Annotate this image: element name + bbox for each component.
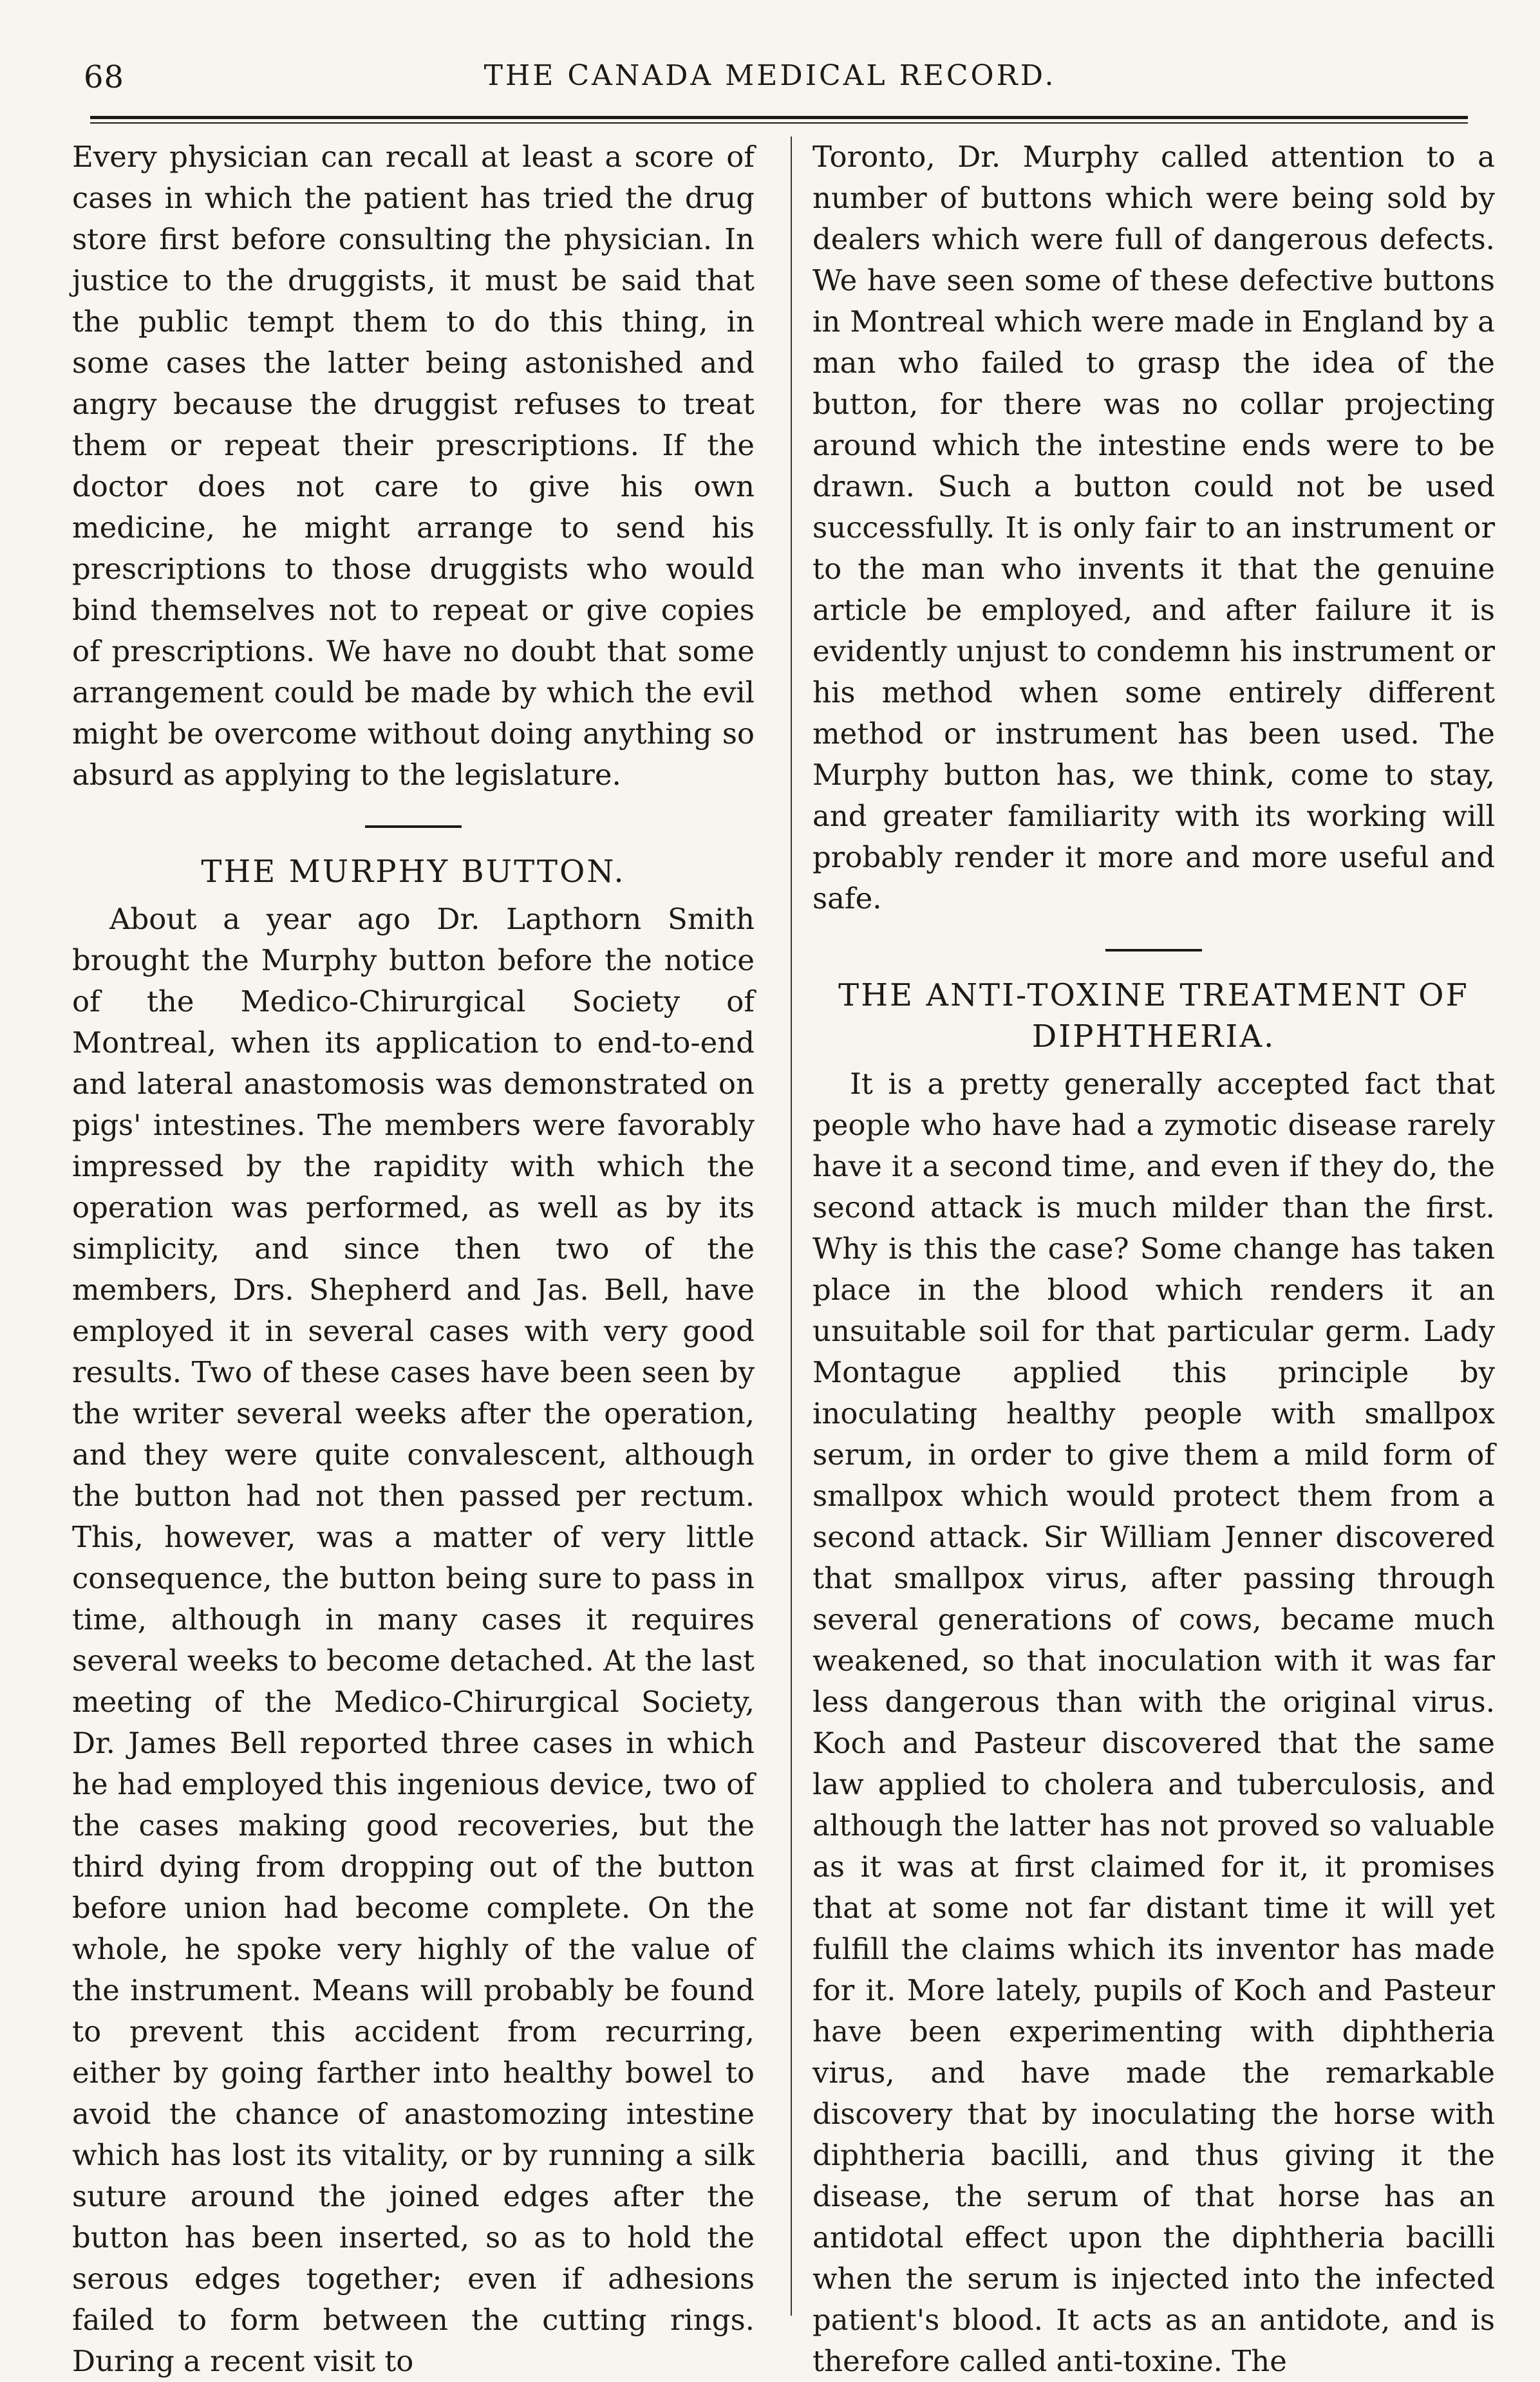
section-divider xyxy=(1105,949,1202,952)
article-paragraph: It is a pretty generally accepted fact that people who have had a zymotic disease rarely have it a second time, and even if they do, the second attack is much milder than the first. Why is this the case? Some change has taken place in the blood which renders it an unsuitable soil for that particular germ. Lady Montague applied this principle by inoculating healthy people with smallpox serum, in order to give them a mild form of smallpox which would protect them from a second attack. Sir William Jenner discovered that smallpox virus, after passing through several generations of cows, became much weakened, so that inoculation with it was far less dangerous than with the original virus. Koch and Pasteur discovered that the same law applied to cholera and tuberculosis, and although the latter has not proved so valuable as it was at first claimed for it, it promises that at some not far distant time it will yet fulfill the claims which its inventor has made for it. More lately, pupils of Koch and Pasteur have been experimenting with diphtheria virus, and have made the remarkable discovery that by inoculating the horse with diphtheria bacilli, and thus giving it the disease, the serum of that horse has an antidotal effect upon the diphtheria bacilli when the serum is injected into the infected patient's blood. It acts as an antidote, and is therefore called anti-toxine. The xyxy=(812,1067,1495,2378)
header-rule xyxy=(90,116,1468,124)
journal-title: THE CANADA MEDICAL RECORD. xyxy=(484,59,1056,92)
continued-paragraph: Toronto, Dr. Murphy called attention to a number of buttons which were being sold by dealers which were full of dangerous defects. We have seen some of these defective buttons in Montreal which were made in England by a man who failed to grasp the idea of the button, for there was no collar projecting around which the intestine ends were to be drawn. Such a button could not be used successfully. It is only fair to an instrument or to the man who invents it that the genuine article be employed, and after failure it is evidently unjust to condemn his instrument or his method when some entirely different method or instrument has been used. The Murphy button has, we think, come to stay, and greater familiarity with its working will probably render it more and more useful and safe. xyxy=(812,140,1495,915)
right-column xyxy=(812,136,1495,2378)
left-column xyxy=(72,136,755,2378)
article-title: THE MURPHY BUTTON. xyxy=(201,854,626,890)
article-title xyxy=(812,975,1495,1057)
article-title-line: DIPHTHERIA. xyxy=(1031,1018,1276,1055)
article-title-line: THE ANTI-TOXINE TREATMENT OF xyxy=(838,977,1469,1013)
section-divider xyxy=(365,825,462,828)
column-divider xyxy=(791,136,792,2316)
page-number: 68 xyxy=(84,59,125,95)
article-paragraph: About a year ago Dr. Lapthorn Smith brought the Murphy button before the notice of the Medico-Chirurgical Society of Montreal, when its application to end-to-end and lateral anastomosis was demonstrated on pigs' intestines. The members were favorably impressed by the rapidity with which the operation was performed, as well as by its simplicity, and since then two of the members, Drs. Shepherd and Jas. Bell, have employed it in several cases with very good results. Two of these cases have been seen by the writer several weeks after the operation, and they were quite convalescent, although the button had not then passed per rectum. This, however, was a matter of very little consequence, the button being sure to pass in time, although in many cases it requires several weeks to become detached. At the last meeting of the Medico-Chirurgical Society, Dr. James Bell reported three cases in which he had employed this ingenious device, two of the cases making good recoveries, but the third dying from dropping out of the button before union had become complete. On the whole, he spoke very highly of the value of the instrument. Means will probably be found to prevent this accident from recurring, either by going farther into healthy bowel to avoid the chance of anastomozing intestine which has lost its vitality, or by running a silk suture around the joined edges after the button has been inserted, so as to hold the serous edges together; even if adhesions failed to form between the cutting rings. During a recent visit to xyxy=(72,902,755,2378)
continued-paragraph: Every physician can recall at least a score of cases in which the patient has tried the drug store first before consulting the physician. In justice to the druggists, it must be said that the public tempt them to do this thing, in some cases the latter being astonished and angry because the druggist refuses to treat them or repeat their prescriptions. If the doctor does not care to give his own medicine, he might arrange to send his prescriptions to those druggists who would bind themselves not to repeat or give copies of prescriptions. We have no doubt that some arrangement could be made by which the evil might be overcome without doing anything so absurd as applying to the legislature. xyxy=(72,140,755,792)
